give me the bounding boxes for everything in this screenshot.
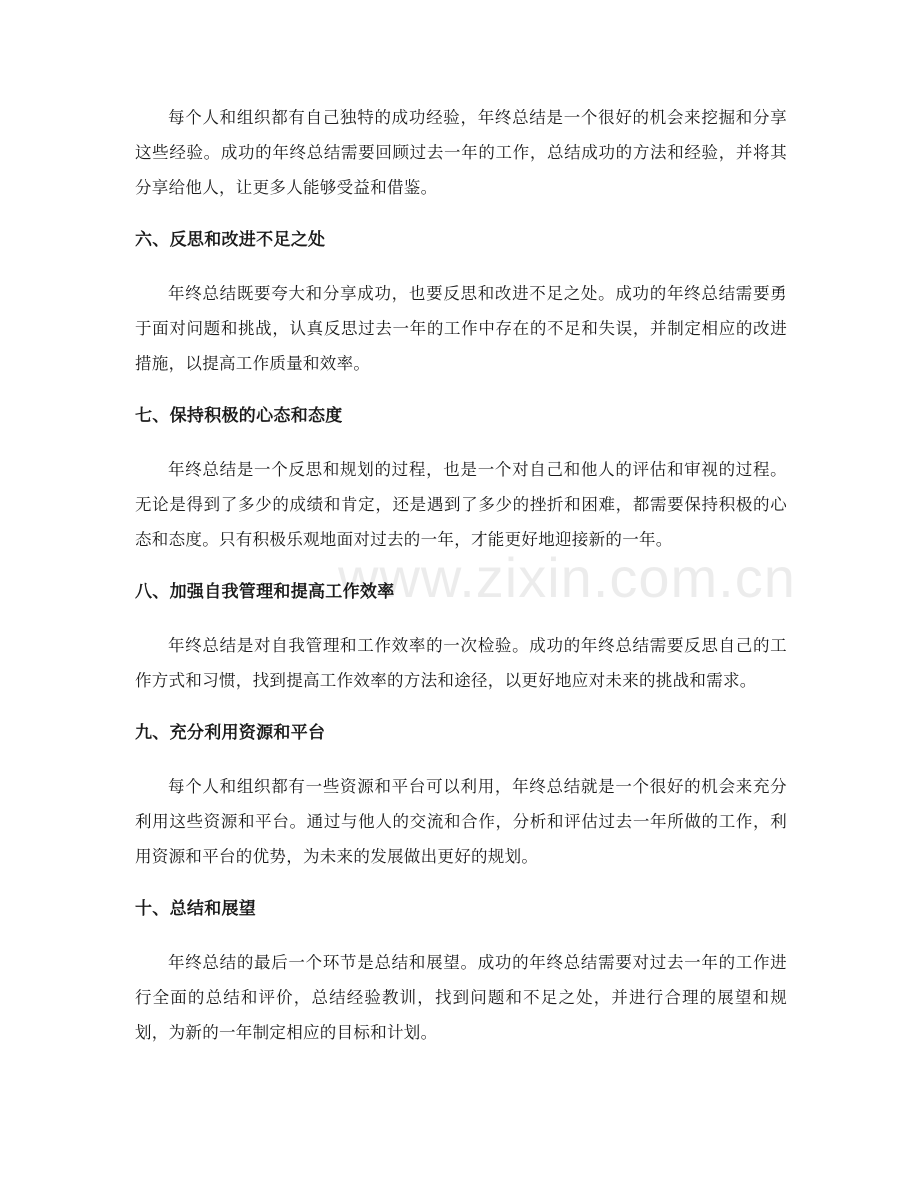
section-body-6: 年终总结既要夸大和分享成功，也要反思和改进不足之处。成功的年终总结需要勇于面对问题和挑战，认真反思过去一年的工作中存在的不足和失误，并制定相应的改进措施，以提高工作质量和效率。 [135, 284, 787, 373]
section-body-8: 年终总结是对自我管理和工作效率的一次检验。成功的年终总结需要反思自己的工作方式和习惯，找到提高工作效率的方法和途径，以更好地应对未来的挑战和需求。 [135, 636, 787, 690]
section-heading-8: 八、加强自我管理和提高工作效率 [135, 582, 395, 602]
document-body [135, 100, 787, 1068]
section-heading-6: 六、反思和改进不足之处 [135, 230, 326, 250]
section-heading-9: 九、充分利用资源和平台 [135, 723, 326, 743]
section-heading-7: 七、保持积极的心态和态度 [135, 406, 343, 426]
intro-paragraph: 每个人和组织都有自己独特的成功经验，年终总结是一个很好的机会来挖掘和分享这些经验。成功的年终总结需要回顾过去一年的工作，总结成功的方法和经验，并将其分享给他人，让更多人能够受益和借鉴。 [135, 108, 787, 197]
section-body-9: 每个人和组织都有一些资源和平台可以利用，年终总结就是一个很好的机会来充分利用这些资源和平台。通过与他人的交流和合作，分析和评估过去一年所做的工作，利用资源和平台的优势，为未来的发展做出更好的规划。 [135, 777, 787, 866]
section-heading-10: 十、总结和展望 [135, 899, 257, 919]
section-body-7: 年终总结是一个反思和规划的过程，也是一个对自己和他人的评估和审视的过程。无论是得到了多少的成绩和肯定，还是遇到了多少的挫折和困难，都需要保持积极的心态和态度。只有积极乐观地面对过去的一年，才能更好地迎接新的一年。 [135, 460, 787, 549]
section-body-10: 年终总结的最后一个环节是总结和展望。成功的年终总结需要对过去一年的工作进行全面的总结和评价，总结经验教训，找到问题和不足之处，并进行合理的展望和规划，为新的一年制定相应的目标和计划。 [135, 953, 787, 1042]
watermark: www.zixin.com.cn [338, 546, 796, 609]
